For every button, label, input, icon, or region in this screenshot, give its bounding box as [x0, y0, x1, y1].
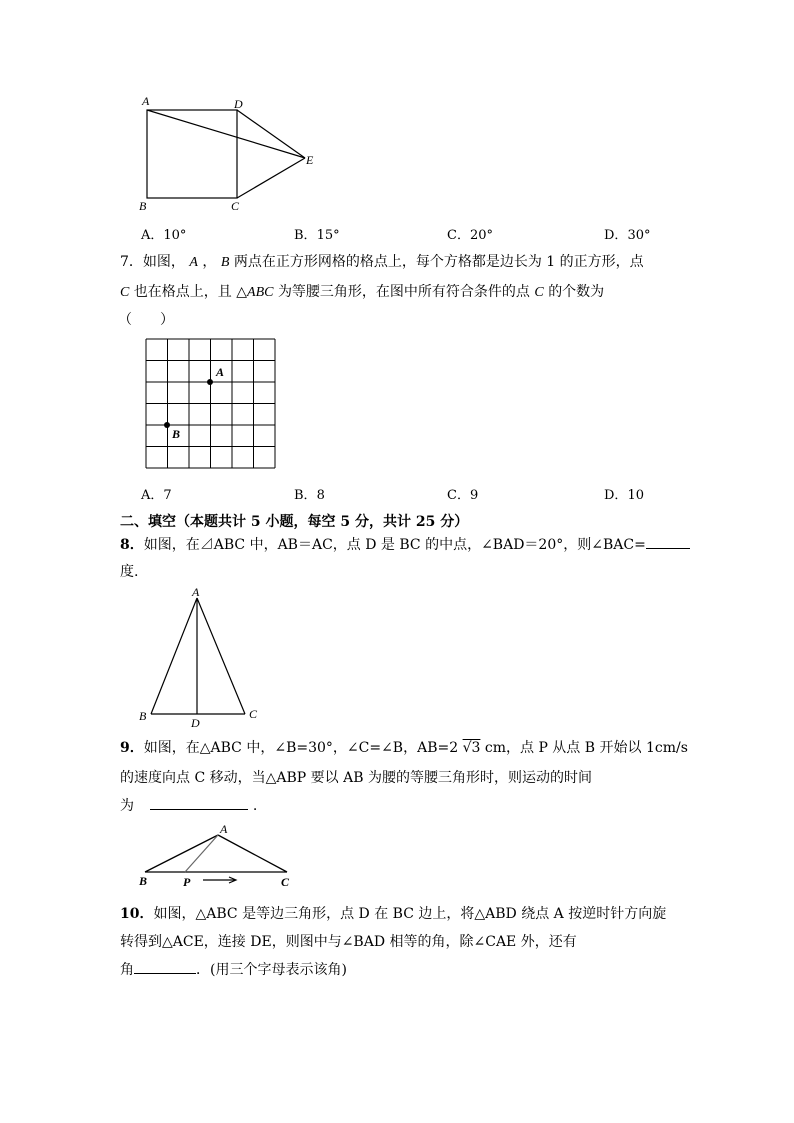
q8-unit: 度. — [120, 564, 139, 580]
q7-line2 — [120, 281, 604, 301]
fig6-label-c: C — [231, 199, 240, 213]
q9-text-1: 如图，在△ABC 中，∠B=30°，∠C=∠B，AB=2 — [143, 740, 459, 756]
q6-option-d-label: D． — [604, 228, 628, 243]
q9-line3 — [120, 795, 257, 815]
q6-option-b — [294, 224, 340, 243]
q7-option-a — [141, 484, 172, 503]
q6-option-b-label: B． — [294, 228, 317, 243]
q8-number: 8． — [120, 537, 144, 553]
q9-line2: 的速度向点 C 移动，当△ABP 要以 AB 为腰的等腰三角形时，则运动的时间 — [120, 770, 592, 786]
fig9-label-c: C — [281, 875, 290, 889]
fig8-label-d: D — [191, 716, 200, 730]
q9-text-3: 为 — [120, 798, 134, 814]
q7-separator: ， — [202, 254, 217, 270]
grid-point-b — [164, 422, 170, 428]
q9-number: 9． — [120, 740, 144, 756]
q9-text-2: cm，点 P 从点 B 开始以 1cm/s — [484, 740, 688, 756]
q7-option-b-label: B． — [294, 488, 317, 503]
q9-line1 — [120, 737, 688, 757]
grid-label-a: A — [216, 365, 225, 379]
q7-point-c: C — [120, 285, 130, 300]
q7-point-c-2: C — [534, 285, 544, 300]
q9-sqrt-3: √3 — [462, 740, 481, 756]
q7-text-2: 两点在正方形网格的格点上，每个方格都是边长为 1 的正方形，点 — [233, 254, 644, 270]
fig9-label-p: P — [183, 875, 191, 889]
q8-answer-blank[interactable] — [646, 534, 690, 549]
q6-option-c — [447, 224, 493, 243]
q6-option-d-value: 30° — [627, 228, 651, 243]
fig6-label-a: A — [142, 94, 150, 108]
figure-q6 — [135, 92, 325, 217]
q10-answer-blank[interactable] — [134, 959, 196, 974]
figure-q8 — [135, 585, 265, 730]
q10-line1 — [120, 903, 666, 923]
grid-point-a — [207, 379, 213, 385]
q10-text-3a: 角 — [120, 962, 134, 978]
q7-option-d-label: D． — [604, 488, 628, 503]
q10-text-1: 如图，△ABC 是等边三角形，点 D 在 BC 边上，将△ABD 绕点 A 按逆时针方向旋 — [153, 906, 667, 922]
q10-text-3b: ．(用三个字母表示该角) — [196, 962, 347, 978]
q7-option-b-value: 8 — [316, 488, 325, 503]
fig9-label-a: A — [220, 822, 228, 836]
q7-text-1: 如图， — [142, 254, 185, 270]
q7-option-c — [447, 484, 478, 503]
q8-text: 如图，在⊿ABC 中，AB＝AC，点 D 是 BC 的中点，∠BAD＝20°，则∠BAC= — [143, 537, 646, 553]
q7-option-c-value: 9 — [469, 488, 479, 503]
q10-line3 — [120, 959, 347, 979]
q6-option-a-label: A． — [141, 228, 164, 243]
q6-option-d — [604, 224, 650, 243]
q7-line1 — [120, 251, 644, 271]
q7-text-5: 的个数为 — [548, 284, 605, 300]
figure-q7-grid — [140, 333, 285, 473]
q8-line1 — [120, 534, 690, 554]
q7-answer-paren: （ ） — [118, 312, 174, 328]
q7-option-b — [294, 484, 325, 503]
q6-option-b-value: 15° — [316, 228, 340, 243]
fig8-label-a: A — [192, 585, 200, 599]
q7-text-3: 也在格点上，且 — [133, 284, 232, 300]
q7-option-d-value: 10 — [627, 488, 644, 503]
q7-text-4: 为等腰三角形，在图中所有符合条件的点 — [277, 284, 530, 300]
q7-option-a-label: A． — [141, 488, 164, 503]
q7-point-b: B — [220, 255, 230, 270]
q10-number: 10． — [120, 906, 154, 922]
grid-label-b: B — [172, 427, 181, 441]
q9-answer-blank[interactable] — [150, 795, 248, 810]
fig8-label-b: B — [139, 709, 147, 723]
q7-number: 7． — [120, 254, 143, 270]
q7-option-d — [604, 484, 644, 503]
q7-point-a: A — [189, 255, 198, 270]
q7-triangle-symbol: △ — [236, 284, 248, 300]
q10-line2: 转得到△ACE，连接 DE，则图中与∠BAD 相等的角，除∠CAE 外，还有 — [120, 934, 577, 950]
q9-period: . — [252, 798, 258, 814]
fig6-label-b: B — [139, 199, 147, 213]
fig6-label-d: D — [234, 97, 243, 111]
fig9-label-b: B — [139, 874, 148, 888]
q6-option-a-value: 10° — [163, 228, 187, 243]
q7-option-a-value: 7 — [163, 488, 172, 503]
fig8-label-c: C — [249, 707, 258, 721]
q7-triangle-abc: ABC — [247, 285, 274, 300]
fig6-label-e: E — [306, 153, 314, 167]
section-2-heading: 二、填空（本题共计 5 小题，每空 5 分，共计 25 分） — [120, 514, 469, 530]
q6-option-c-value: 20° — [469, 228, 493, 243]
q6-option-c-label: C． — [447, 228, 470, 243]
q7-option-c-label: C． — [447, 488, 470, 503]
q6-option-a — [141, 224, 186, 243]
figure-q9 — [135, 818, 300, 890]
